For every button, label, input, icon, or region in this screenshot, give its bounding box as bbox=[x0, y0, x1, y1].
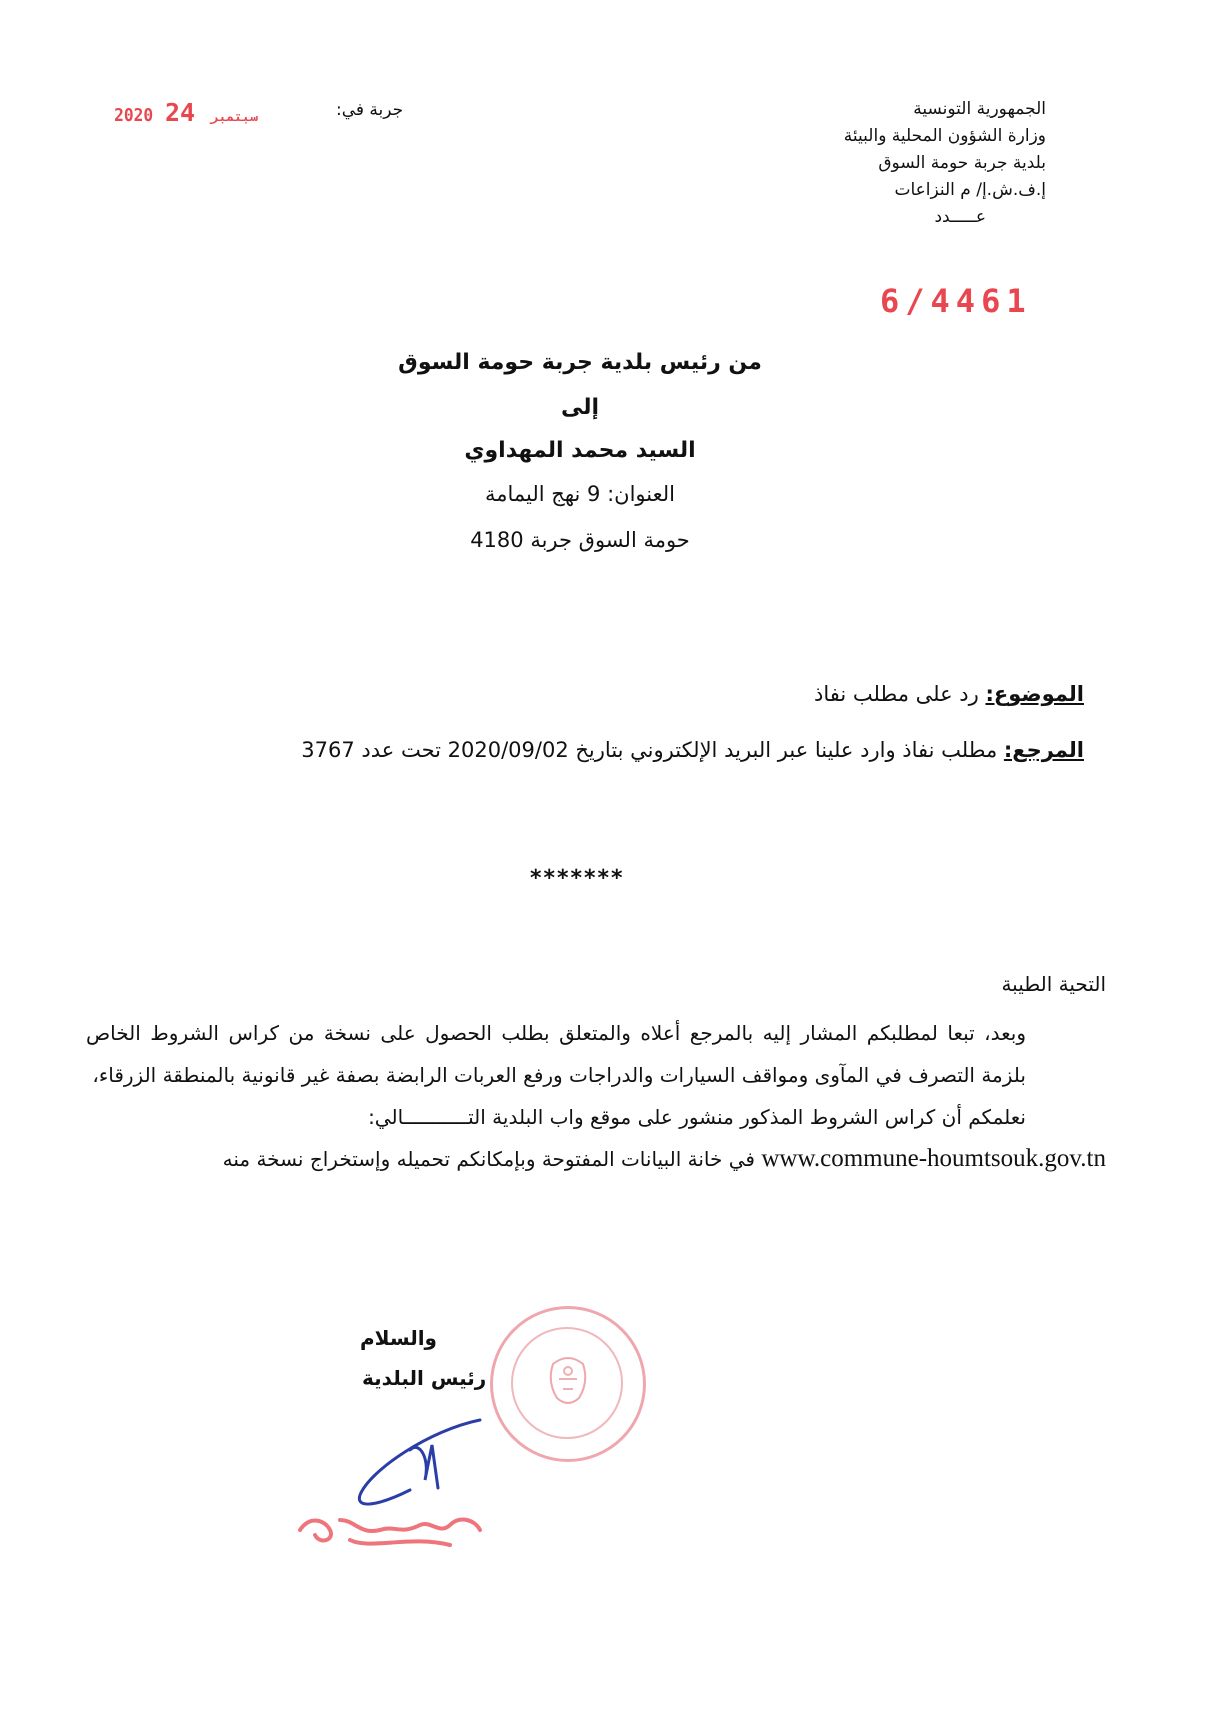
reference-number-stamp: 6/4461 bbox=[880, 282, 1032, 320]
body-paragraph-3 bbox=[86, 1138, 1106, 1180]
ministry-line: وزارة الشؤون المحلية والبيئة bbox=[843, 126, 1046, 146]
place-label: جربة في: bbox=[336, 100, 404, 120]
number-label: عـــــدد bbox=[934, 207, 986, 227]
subject-line bbox=[814, 682, 1084, 706]
separator: ******* bbox=[530, 866, 625, 891]
date-stamp-month: سبتمبر bbox=[210, 110, 258, 125]
body-paragraph-3-text: في خانة البيانات المفتوحة وبإمكانكم تحميله وإستخراج نسخة منه bbox=[222, 1147, 762, 1171]
municipality-line: بلدية جربة حومة السوق bbox=[878, 153, 1046, 173]
reference-label: المرجع: bbox=[1003, 738, 1084, 762]
addressee-name: السيد محمد المهداوي bbox=[464, 438, 696, 463]
body-paragraph-1: وبعد، تبعا لمطلبكم المشار إليه بالمرجع أعلاه والمتعلق بطلب الحصول على نسخة من كراس الشروط الخاص بلزمة التصرف في المآوى ومواقف السيارات والدراجات ورفع العربات الرابضة بصفة غير قانونية بالمنطقة الزرقاء، bbox=[86, 1021, 1026, 1087]
letterhead bbox=[716, 96, 1046, 231]
subject-text: رد على مطلب نفاذ bbox=[814, 682, 986, 706]
date-stamp bbox=[112, 98, 264, 127]
date-stamp-day: 24 bbox=[165, 98, 196, 127]
closing: والسلام bbox=[360, 1326, 437, 1350]
subject-label: الموضوع: bbox=[985, 682, 1084, 706]
greeting: التحية الطيبة bbox=[1001, 972, 1106, 996]
to-line: إلى bbox=[560, 395, 600, 420]
address-line-2: حومة السوق جربة 4180 bbox=[470, 528, 690, 552]
reference-text: مطلب نفاذ وارد علينا عبر البريد الإلكتروني بتاريخ 2020/09/02 تحت عدد 3767 bbox=[301, 738, 1004, 762]
red-name-stamp bbox=[290, 1490, 510, 1560]
letter-body bbox=[86, 1012, 1106, 1180]
reference-line bbox=[301, 738, 1084, 762]
body-paragraph-2: نعلمكم أن كراس الشروط المذكور منشور على موقع واب البلدية التـــــــــــالي: bbox=[368, 1105, 1026, 1129]
address-line-1: العنوان: 9 نهج اليمامة bbox=[485, 482, 675, 506]
date-stamp-year: 2020 bbox=[114, 105, 154, 126]
department-line: إ.ف.ش.إ/ م النزاعات bbox=[894, 180, 1046, 200]
republic-line: الجمهورية التونسية bbox=[913, 99, 1046, 119]
signer-title: رئيس البلدية bbox=[362, 1366, 487, 1390]
website-link[interactable]: www.commune-houmtsouk.gov.tn bbox=[761, 1145, 1106, 1172]
from-line: من رئيس بلدية جربة حومة السوق bbox=[398, 350, 762, 375]
